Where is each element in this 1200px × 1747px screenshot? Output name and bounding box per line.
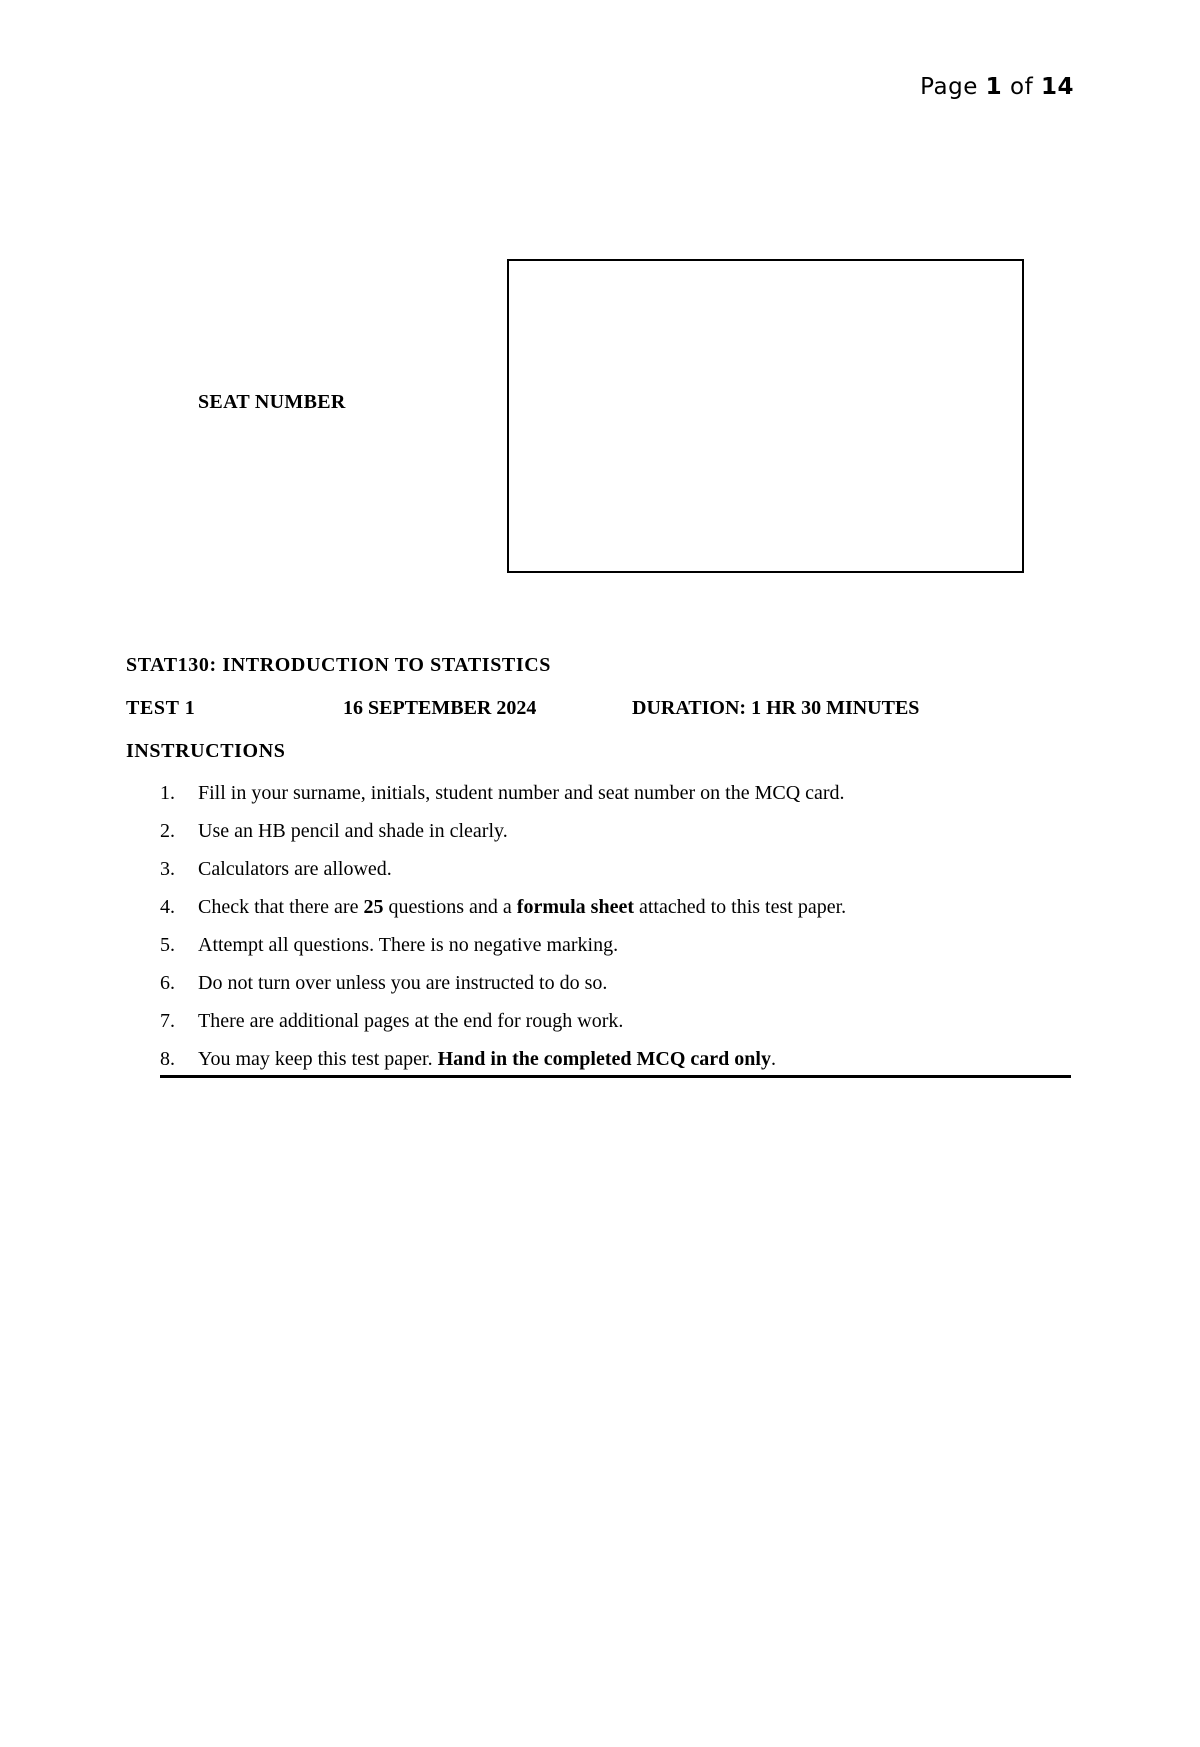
page-number: [920, 74, 1074, 100]
instruction-text: [198, 895, 846, 919]
instructions-heading: INSTRUCTIONS: [126, 740, 286, 762]
course-title: STAT130: INTRODUCTION TO STATISTICS: [126, 654, 552, 676]
instruction-number: 1.: [160, 782, 175, 804]
instruction-item: [160, 1009, 1071, 1047]
instruction-number: 3.: [160, 858, 175, 880]
test-info-row: [126, 697, 1076, 723]
instruction-number: 6.: [160, 972, 175, 994]
instruction-item: [160, 857, 1071, 895]
instruction-text: Fill in your surname, initials, student number and seat number on the MCQ card.: [198, 782, 845, 804]
test-duration: DURATION: 1 HR 30 MINUTES: [632, 697, 920, 719]
instruction-number: 7.: [160, 1010, 175, 1032]
seat-number-box: [507, 259, 1024, 573]
instruction-text: There are additional pages at the end for rough work.: [198, 1010, 624, 1032]
mcq-card-emphasis: Hand in the completed MCQ card only: [437, 1048, 771, 1070]
instruction-text: Calculators are allowed.: [198, 858, 392, 880]
instruction-item: [160, 933, 1071, 971]
page-total: 14: [1040, 74, 1074, 100]
instruction-number: 5.: [160, 934, 175, 956]
instruction-text-part: .: [770, 1048, 776, 1070]
instruction-text-part: You may keep this test paper.: [198, 1048, 438, 1070]
formula-sheet-emphasis: formula sheet: [516, 896, 634, 918]
instruction-number: 2.: [160, 820, 175, 842]
page-prefix: Page: [920, 74, 978, 100]
seat-number-label: SEAT NUMBER: [198, 391, 346, 413]
instruction-text: Use an HB pencil and shade in clearly.: [198, 820, 508, 842]
instruction-number: 8.: [160, 1048, 175, 1070]
page-current: 1: [985, 74, 1003, 100]
instruction-text-part: attached to this test paper.: [633, 896, 847, 918]
test-date: 16 SEPTEMBER 2024: [343, 697, 537, 719]
instruction-item: [160, 781, 1071, 819]
instruction-text: Attempt all questions. There is no negative marking.: [198, 934, 619, 956]
instruction-text: [198, 1047, 776, 1071]
instruction-text-part: questions and a: [383, 896, 517, 918]
instruction-list: [160, 781, 1071, 1078]
test-name: TEST 1: [126, 697, 196, 719]
instruction-number: 4.: [160, 896, 175, 918]
instruction-text: Do not turn over unless you are instructed to do so.: [198, 972, 608, 994]
instruction-item: [160, 819, 1071, 857]
page-of: of: [1010, 74, 1034, 100]
instruction-text-part: Check that there are: [198, 896, 364, 918]
instruction-item: [160, 971, 1071, 1009]
instruction-item: [160, 1047, 1071, 1078]
question-count: 25: [363, 896, 384, 918]
instruction-item: [160, 895, 1071, 933]
